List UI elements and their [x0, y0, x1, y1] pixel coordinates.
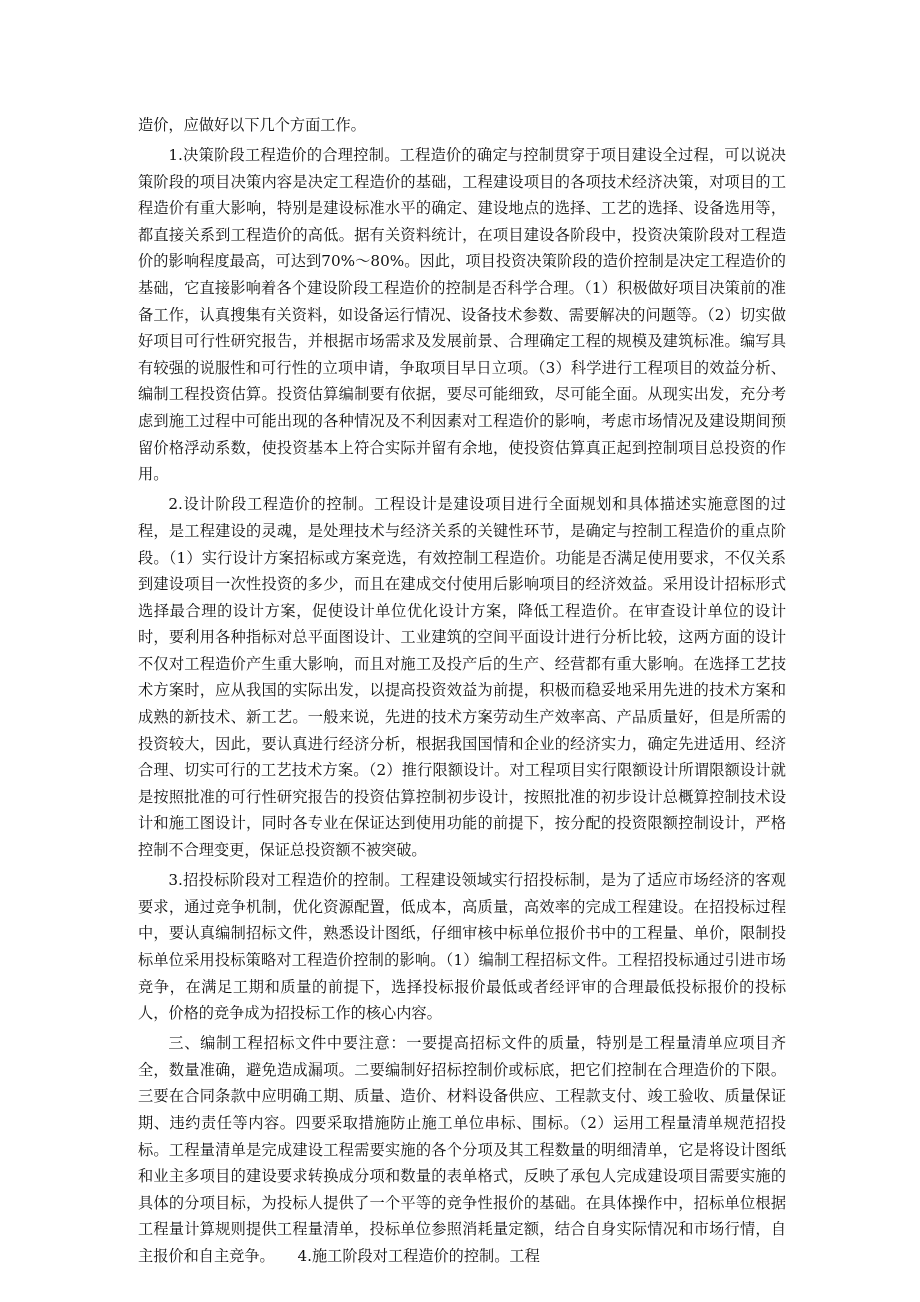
paragraph-intro: 造价，应做好以下几个方面工作。: [138, 116, 366, 134]
document-body: [138, 112, 786, 1273]
paragraph-bidding-stage: 3.招投标阶段对工程造价的控制。工程建设领域实行招投标制，是为了适应市场经济的客观要求，通过竞争机制，优化资源配置，低成本，高质量，高效率的完成工程建设。在招投标过程中，要认真编制招标文件，熟悉设计图纸，仔细审核中标单位报价书中的工程量、单价，限制投标单位采用投标策略对工程造价控制的影响。（1）编制工程招标文件。工程招投标通过引进市场竞争，在满足工期和质量的前提下，选择投标报价最低或者经评审的合理最低投标报价的投标人，价格的竞争成为招投标工作的核心内容。: [138, 871, 786, 1023]
paragraph-design-stage: 2.设计阶段工程造价的控制。工程设计是建设项目进行全面规划和具体描述实施意图的过程，是工程建设的灵魂，是处理技术与经济关系的关键性环节，是确定与控制工程造价的重点阶段。（1）实行设计方案招标或方案竞选，有效控制工程造价。功能是否满足使用要求，不仅关系到建设项目一次性投资的多少，而且在建成交付使用后影响项目的经济效益。采用设计招标形式选择最合理的设计方案，促使设计单位优化设计方案，降低工程造价。在审查设计单位的设计时，要利用各种指标对总平面图设计、工业建筑的空间平面设计进行分析比较，这两方面的设计不仅对工程造价产生重大影响，而且对施工及投产后的生产、经营都有重大影响。在选择工艺技术方案时，应从我国的实际出发，以提高投资效益为前提，积极而稳妥地采用先进的技术方案和成熟的新技术、新工艺。一般来说，先进的技术方案劳动生产效率高、产品质量好，但是所需的投资较大，因此，要认真进行经济分析，根据我国国情和企业的经济实力，确定先进适用、经济合理、切实可行的工艺技术方案。（2）推行限额设计。对工程项目实行限额设计所谓限额设计就是按照批准的可行性研究报告的投资估算控制初步设计，按照批准的初步设计总概算控制技术设计和施工图设计，同时各专业在保证达到使用功能的前提下，按分配的投资限额控制设计，严格控制不合理变更，保证总投资额不被突破。: [138, 495, 786, 860]
paragraph-tender-notes: 三、编制工程招标文件中要注意：一要提高招标文件的质量，特别是工程量清单应项目齐全，数量准确，避免造成漏项。二要编制好招标控制价或标底，把它们控制在合理造价的下限。三要在合同条款中应明确工期、质量、造价、材料设备供应、工程款支付、竣工验收、质量保证期、违约责任等内容。四要采取措施防止施工单位串标、围标。（2）运用工程量清单规范招投标。工程量清单是完成建设工程需要实施的各个分项及其工程数量的明细清单，它是将设计图纸和业主多项目的建设要求转换成分项和数量的表单格式，反映了承包人完成建设项目需要实施的具体的分项目标，为投标人提供了一个平等的竞争性报价的基础。在具体操作中，招标单位根据工程量计算规则提供工程量清单，投标单位参照消耗量定额，结合自身实际情况和市场行情，自主报价和自主竞争。 4.施工阶段对工程造价的控制。工程: [138, 1034, 786, 1265]
paragraph-decision-stage: 1.决策阶段工程造价的合理控制。工程造价的确定与控制贯穿于项目建设全过程，可以说决策阶段的项目决策内容是决定工程造价的基础，工程建设项目的各项技术经济决策，对项目的工程造价有重大影响，特别是建设标准水平的确定、建设地点的选择、工艺的选择、设备选用等，都直接关系到工程造价的高低。据有关资料统计，在项目建设各阶段中，投资决策阶段对工程造价的影响程度最高，可达到70%～80%。因此，项目投资决策阶段的造价控制是决定工程造价的基础，它直接影响着各个建设阶段工程造价的控制是否科学合理。（1）积极做好项目决策前的准备工作，认真搜集有关资料，如设备运行情况、设备技术参数、需要解决的问题等。（2）切实做好项目可行性研究报告，并根据市场需求及发展前景、合理确定工程的规模及建筑标准。编写具有较强的说服性和可行性的立项申请，争取项目早日立项。（3）科学进行工程项目的效益分析、编制工程投资估算。投资估算编制要有依据，要尽可能细致，尽可能全面。从现实出发，充分考虑到施工过程中可能出现的各种情况及不利因素对工程造价的影响，考虑市场情况及建设期间预留价格浮动系数，使投资基本上符合实际并留有余地，使投资估算真正起到控制项目总投资的作用。: [138, 146, 786, 484]
